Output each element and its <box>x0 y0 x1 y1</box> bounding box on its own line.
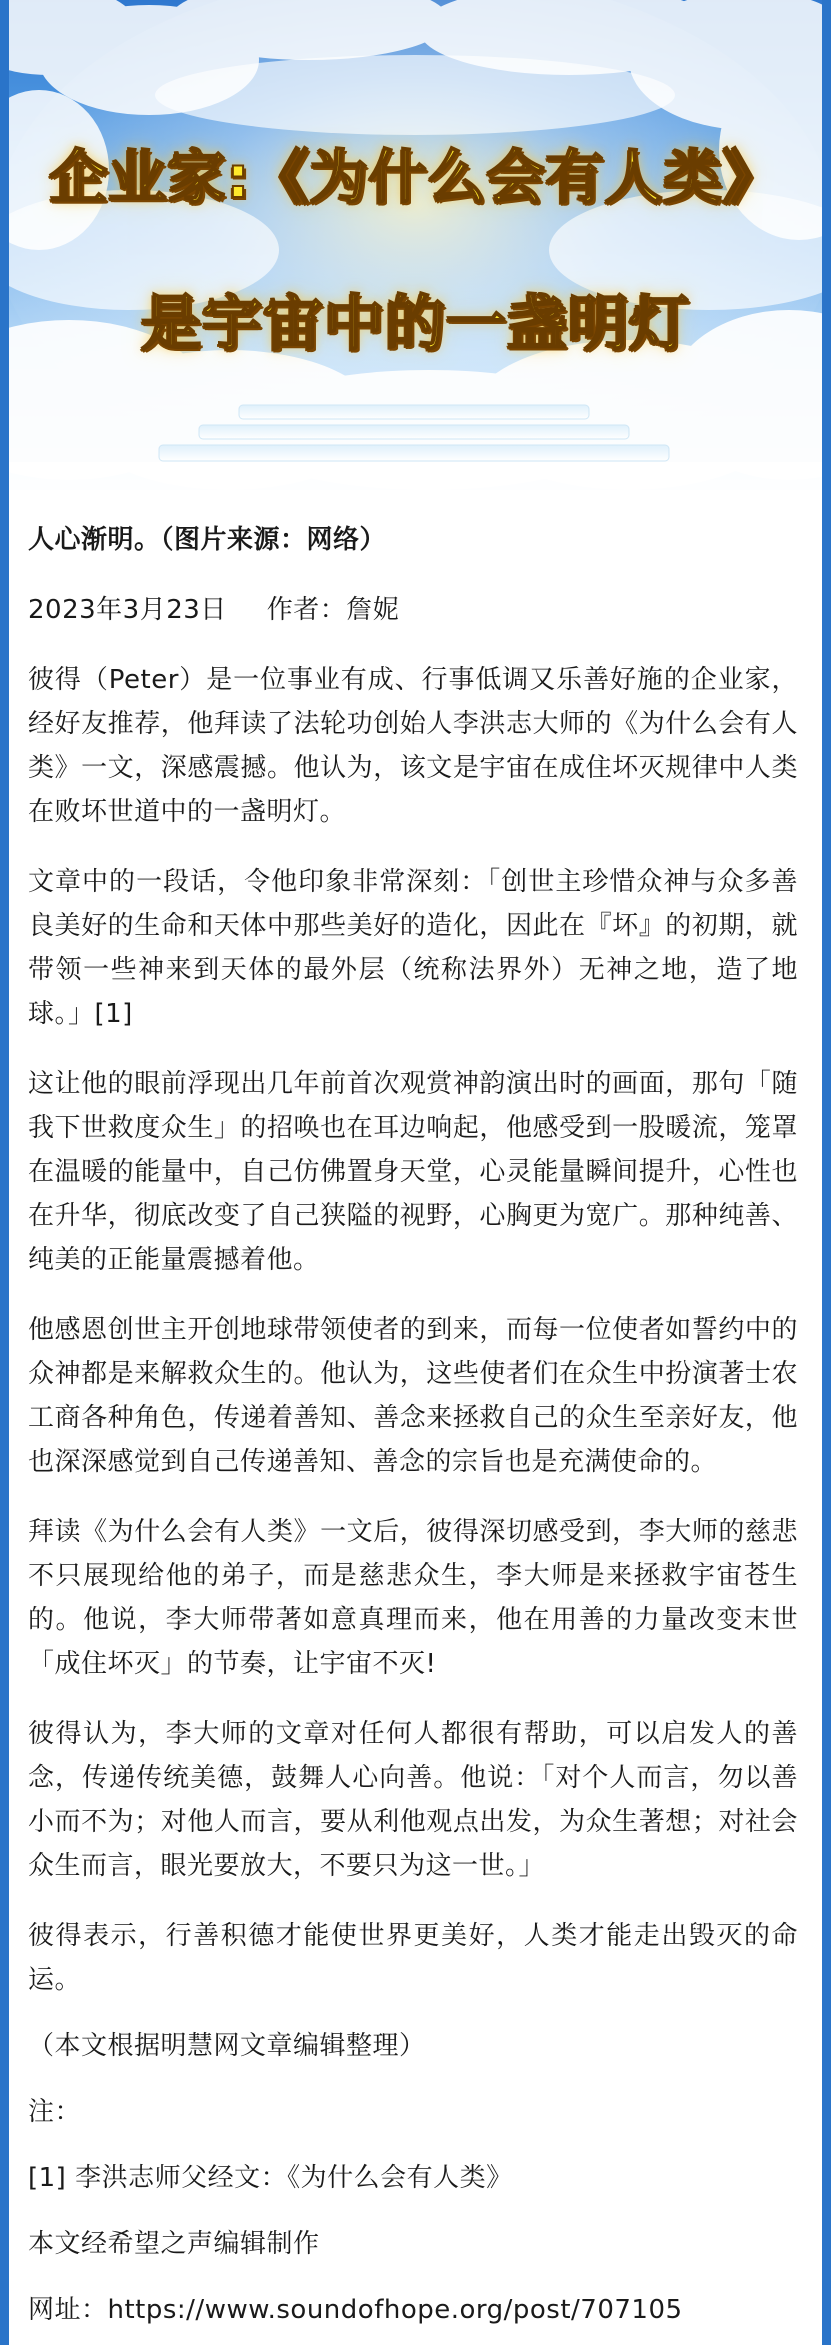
article-meta <box>28 588 798 632</box>
paragraph-4: 他感恩创世主开创地球带领使者的到来，而每一位使者如誓约中的众神都是来解救众生的。他认为，这些使者们在众生中扮演著士农工商各种角色，传递着善知、善念来拯救自己的众生至亲好友，他也深深感觉到自己传递善知、善念的宗旨也是充满使命的。 <box>28 1315 798 1477</box>
note-label: 注： <box>28 2097 82 2127</box>
source-url[interactable]: 网址：https://www.soundofhope.org/post/707105 <box>28 2295 683 2325</box>
paragraph-7: 彼得表示，行善积德才能使世界更美好，人类才能走出毁灭的命运。 <box>28 1921 798 1995</box>
banner-title-line2: 是宇宙中的一盏明灯 <box>141 289 690 359</box>
paragraph-5: 拜读《为什么会有人类》一文后，彼得深切感受到，李大师的慈悲不只展现给他的弟子，而是慈悲众生，李大师是来拯救宇宙苍生的。他说，李大师带著如意真理而来，他在用善的力量改变末世「成住坏灭」的节奏，让宇宙不灭! <box>28 1517 798 1679</box>
hero-banner-image <box>9 0 822 490</box>
paragraph-3: 这让他的眼前浮现出几年前首次观赏神韵演出时的画面，那句「随我下世救度众生」的招唤也在耳边响起，他感受到一股暖流，笼罩在温暖的能量中，自己仿佛置身天堂，心灵能量瞬间提升，心性也在升华，彻底改变了自己狭隘的视野，心胸更为宽广。那种纯善、纯美的正能量震撼着他。 <box>28 1069 798 1275</box>
source-note: （本文根据明慧网文章编辑整理） <box>28 2031 426 2061</box>
image-caption: 人心渐明。（图片来源：网络） <box>28 525 387 555</box>
publish-date: 2023年3月23日 <box>28 595 227 625</box>
paragraph-2: 文章中的一段话，令他印象非常深刻：「创世主珍惜众神与众多善良美好的生命和天体中那些美好的造化，因此在『坏』的初期，就带领一些神来到天体的最外层（统称法界外）无神之地，造了地球。」[1] <box>28 867 798 1029</box>
article-body <box>28 490 798 2332</box>
left-border <box>0 0 9 2345</box>
sky-clouds-illustration <box>9 0 822 490</box>
right-border <box>822 0 831 2345</box>
author-name: 作者：詹妮 <box>266 595 400 625</box>
paragraph-6: 彼得认为，李大师的文章对任何人都很有帮助，可以启发人的善念，传递传统美德，鼓舞人心向善。他说：「对个人而言，勿以善小而不为；对他人而言，要从利他观点出发，为众生著想；对社会众生而言，眼光要放大，不要只为这一世。」 <box>28 1719 798 1881</box>
footnote: [1] 李洪志师父经文：《为什么会有人类》 <box>28 2163 513 2193</box>
paragraph-1: 彼得（Peter）是一位事业有成、行事低调又乐善好施的企业家，经好友推荐，他拜读了法轮功创始人李洪志大师的《为什么会有人类》一文，深感震撼。他认为，该文是宇宙在成住坏灭规律中人类在败坏世道中的一盏明灯。 <box>28 665 798 827</box>
banner-title-line1: 企业家:《为什么会有人类》 <box>49 143 782 211</box>
editor-note: 本文经希望之声编辑制作 <box>28 2229 320 2259</box>
